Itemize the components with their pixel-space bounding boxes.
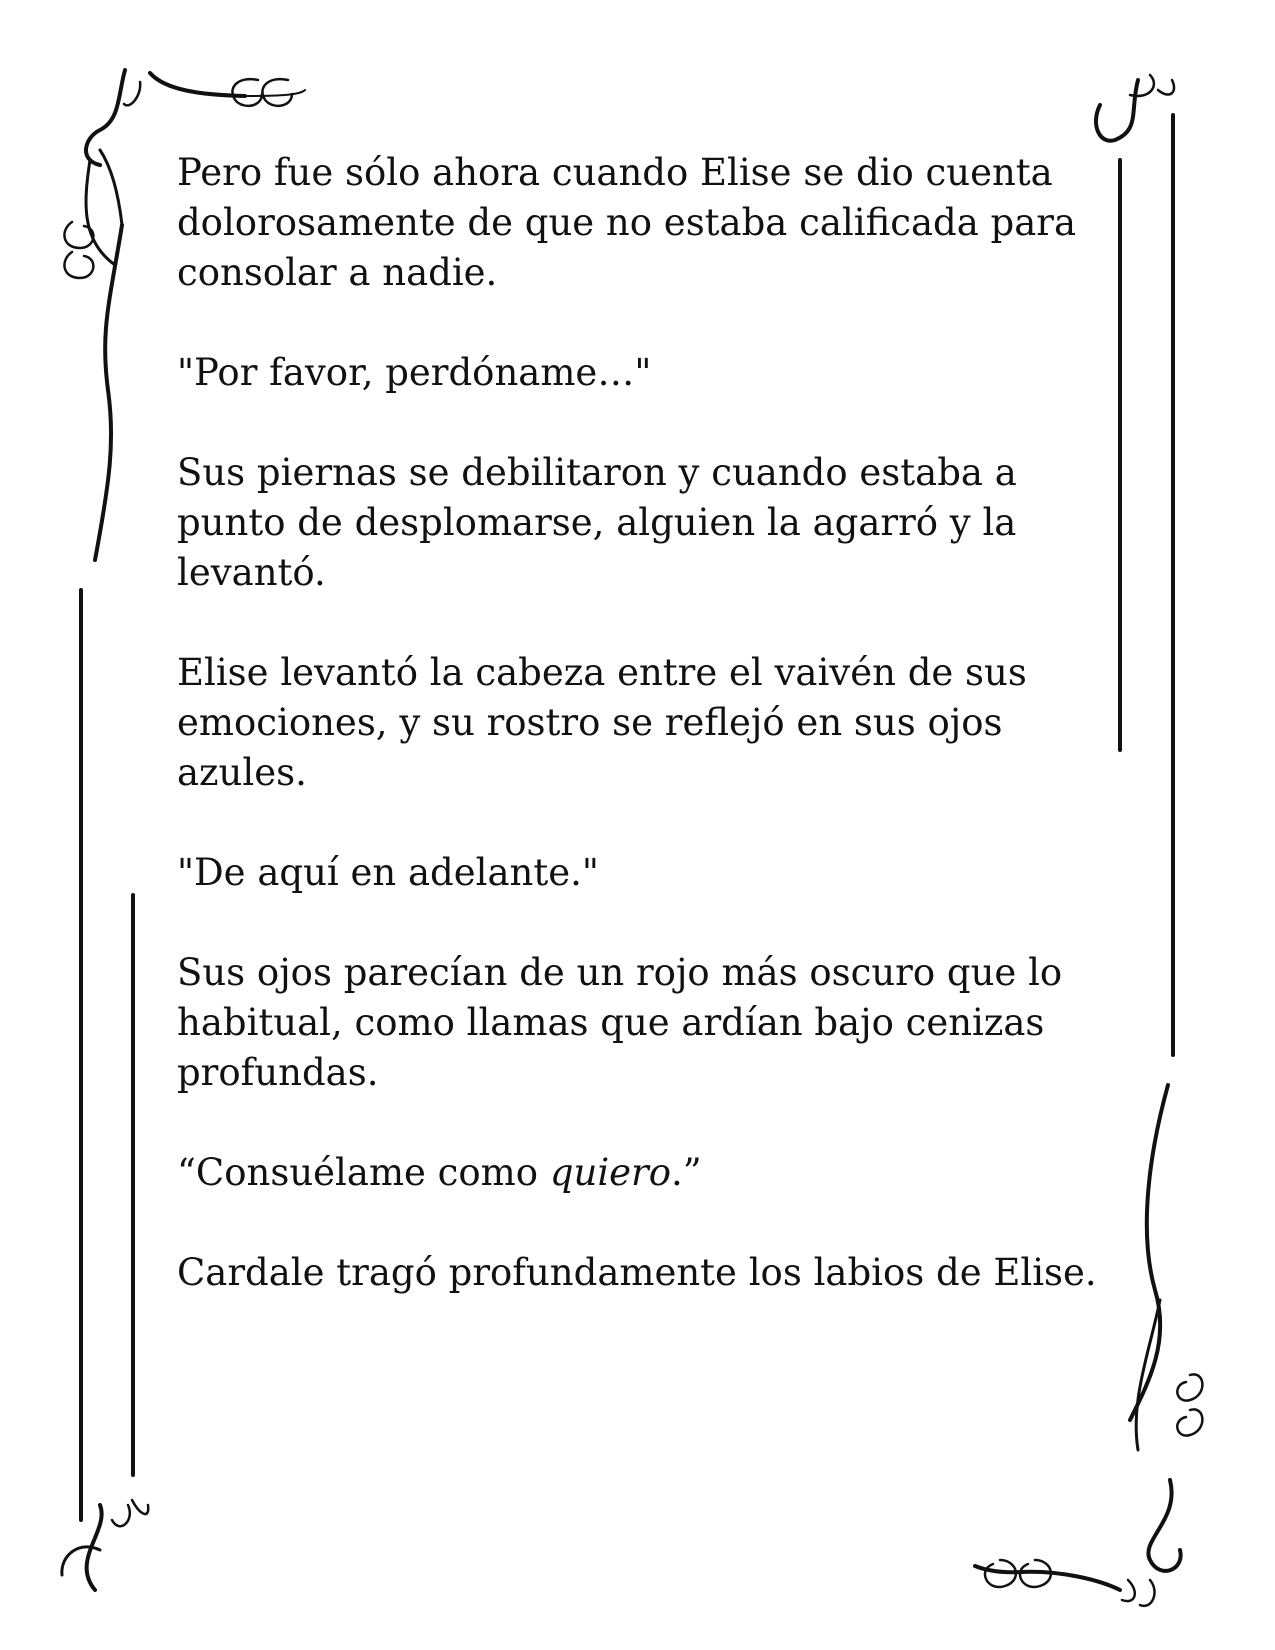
paragraph-8: Cardale tragó profundamente los labios de Elise. (177, 1251, 1097, 1294)
story-text (177, 148, 1107, 1348)
paragraph-4: Elise levantó la cabeza entre el vaivén de sus emociones, y su rostro se reflejó en sus ojos azules. (177, 651, 1027, 794)
paragraph-7-emphasis: quiero (549, 1151, 672, 1194)
paragraph-6: Sus ojos parecían de un rojo más oscuro que lo habitual, como llamas que ardían bajo cenizas profundas. (177, 951, 1063, 1094)
vine-right-lower (1130, 1085, 1168, 1420)
paragraph-3: Sus piernas se debilitaron y cuando estaba a punto de desplomarse, alguien la agarró y la levantó. (177, 451, 1017, 594)
paragraph-7-before: “Consuélame como (177, 1151, 550, 1194)
paragraph-1: Pero fue sólo ahora cuando Elise se dio cuenta dolorosamente de que no estaba calificada para consolar a nadie. (177, 151, 1077, 294)
paragraph-7-after: .” (671, 1151, 702, 1194)
flourish-top-right (1096, 75, 1174, 141)
flourish-bottom-right (975, 1374, 1202, 1606)
paragraph-2: "Por favor, perdóname…" (177, 351, 652, 394)
vine-left-upper (95, 225, 122, 560)
paragraph-7 (177, 1148, 1107, 1198)
flourish-bottom-left (62, 1500, 148, 1590)
paragraph-5: "De aquí en adelante." (177, 851, 599, 894)
